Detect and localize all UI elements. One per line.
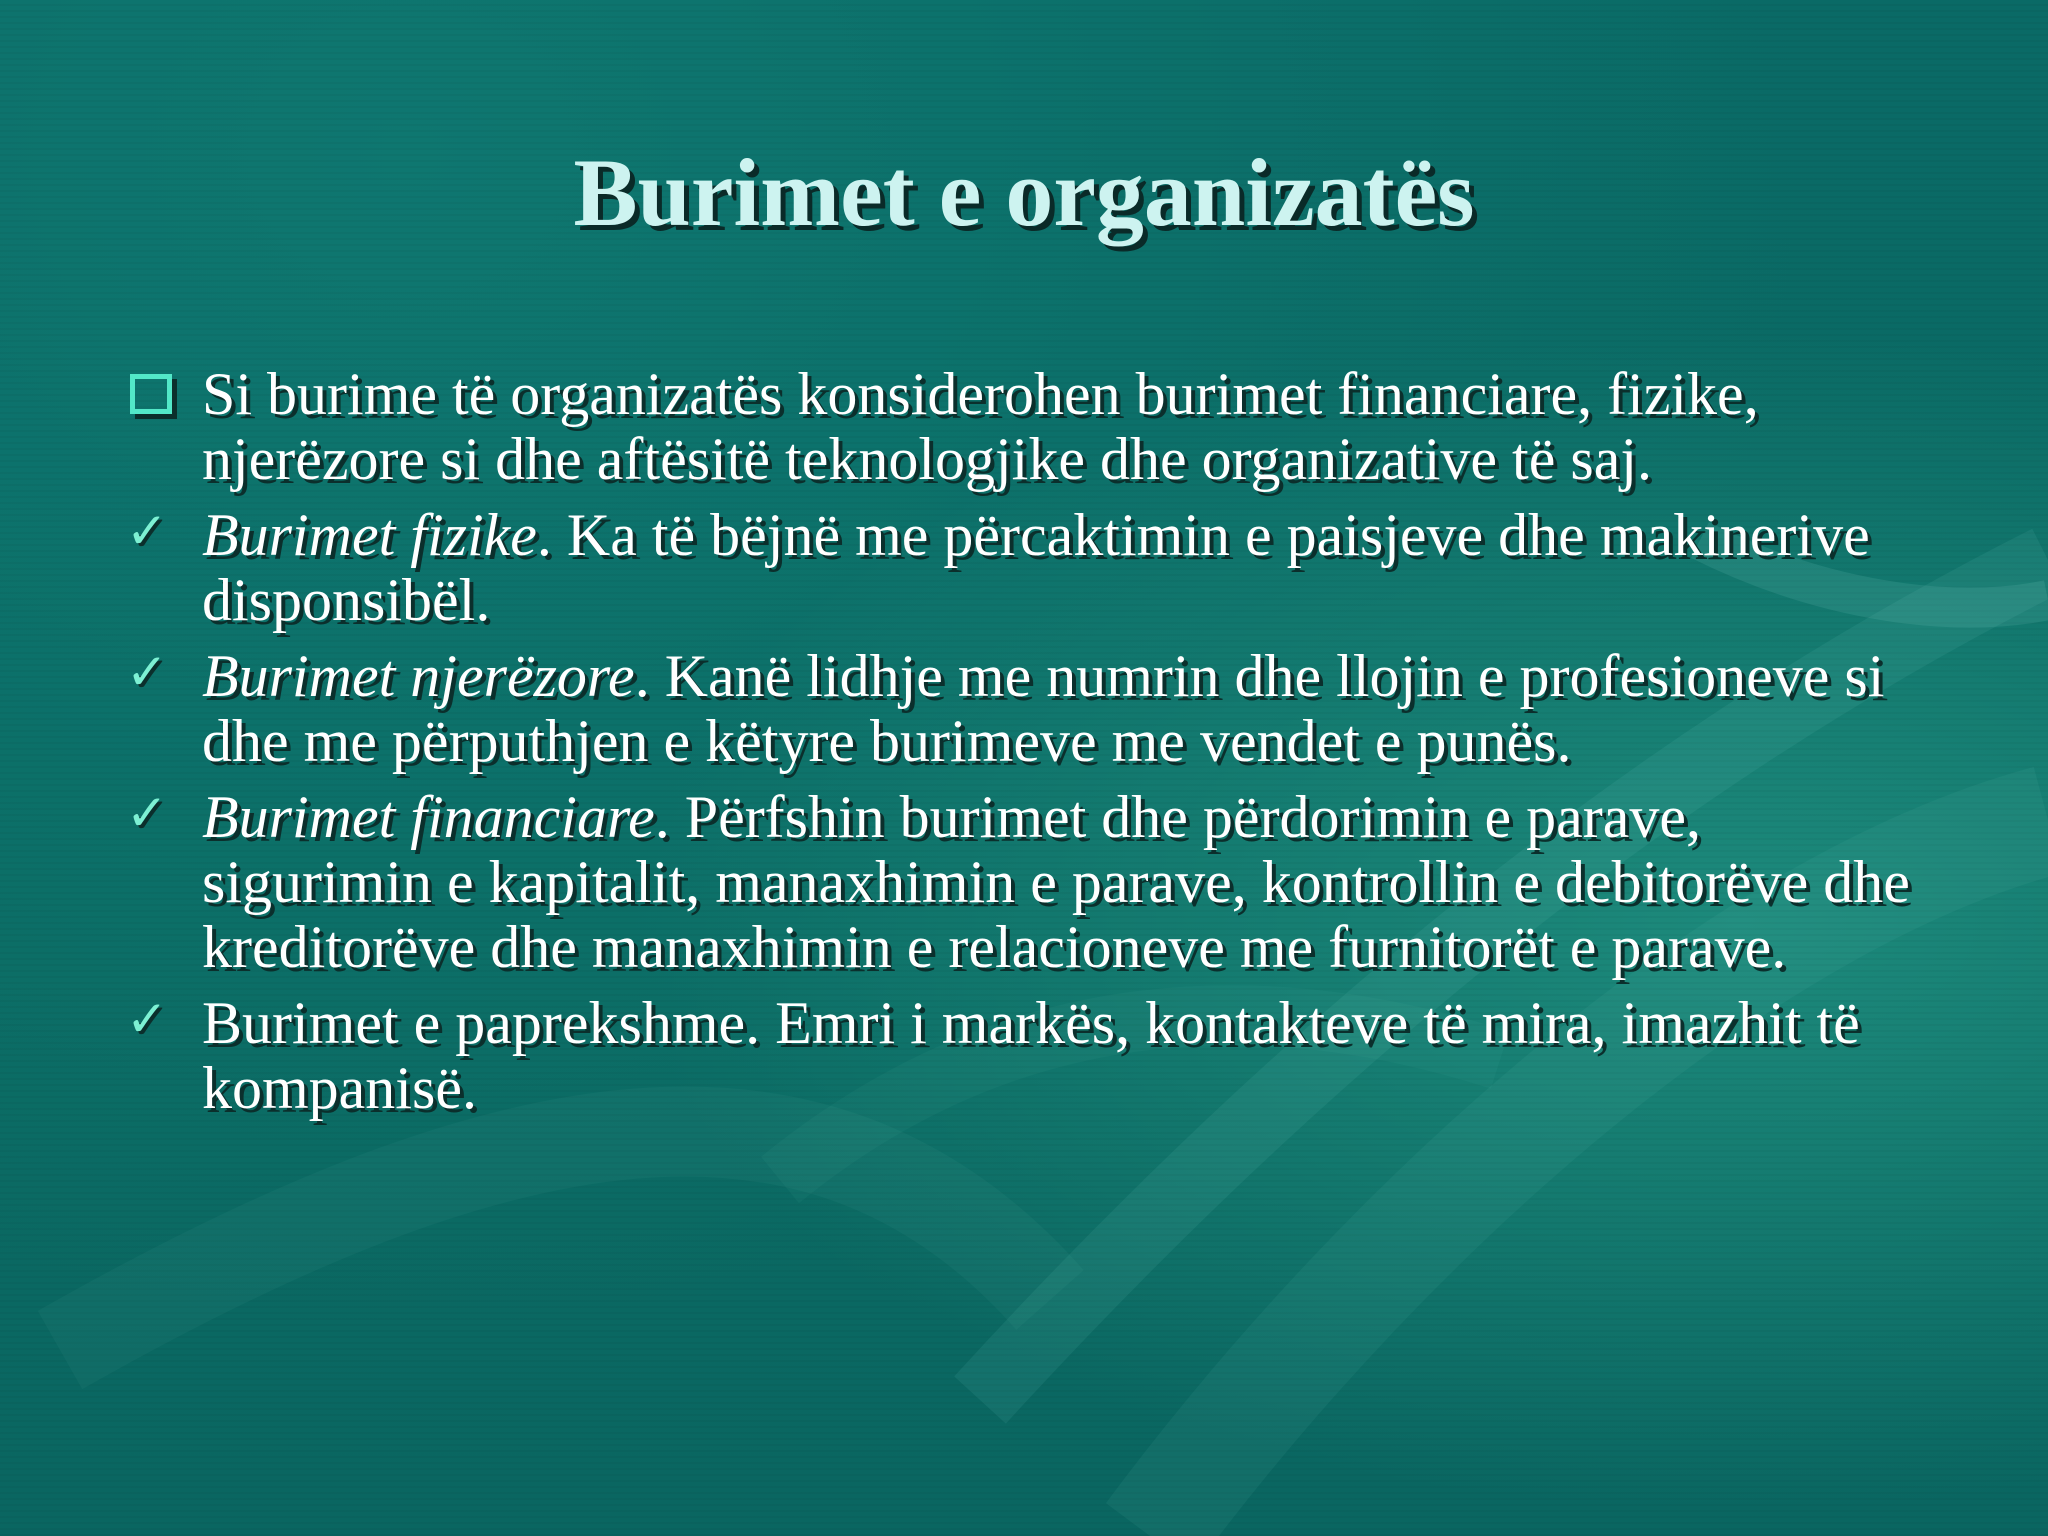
list-item: [124, 644, 1924, 774]
item-text: Burimet e paprekshme. Emri i markës, kontakteve të mira, imazhit të kompanisë.: [202, 990, 1860, 1121]
item-text: . Ka të bëjnë me përcaktimin e paisjeve dhe makinerive disponsibël.: [202, 502, 1870, 633]
item-text: . Përfshin burimet dhe përdorimin e parave, sigurimin e kapitalit, manaxhimin e parave, kontrollin e debitorëve dhe kreditorëve dhe manaxhimin e relacioneve me furnitorët e parave.: [202, 784, 1910, 980]
item-lead: Burimet financiare: [202, 784, 655, 850]
slide-title: Burimet e organizatës: [573, 139, 1475, 246]
list-item: [124, 503, 1924, 633]
checkmark-icon: ✓: [126, 502, 168, 560]
list-item: [124, 785, 1924, 980]
item-lead: Burimet fizike: [202, 502, 537, 568]
checkmark-icon: ✓: [126, 990, 168, 1048]
checkmark-icon: ✓: [126, 643, 168, 701]
square-bullet-icon: [124, 368, 184, 428]
bullet-list: [124, 362, 1924, 1132]
item-text: Si burime të organizatës konsiderohen burimet financiare, fizike, njerëzore si dhe aftësitë teknologjike dhe organizative të saj.: [202, 361, 1759, 492]
item-lead: Burimet njerëzore: [202, 643, 635, 709]
checkmark-icon: ✓: [126, 784, 168, 842]
list-item: [124, 362, 1924, 492]
list-item: [124, 991, 1924, 1121]
item-text: . Kanë lidhje me numrin dhe llojin e profesioneve si dhe me përputhjen e këtyre burimeve me vendet e punës.: [202, 643, 1885, 774]
